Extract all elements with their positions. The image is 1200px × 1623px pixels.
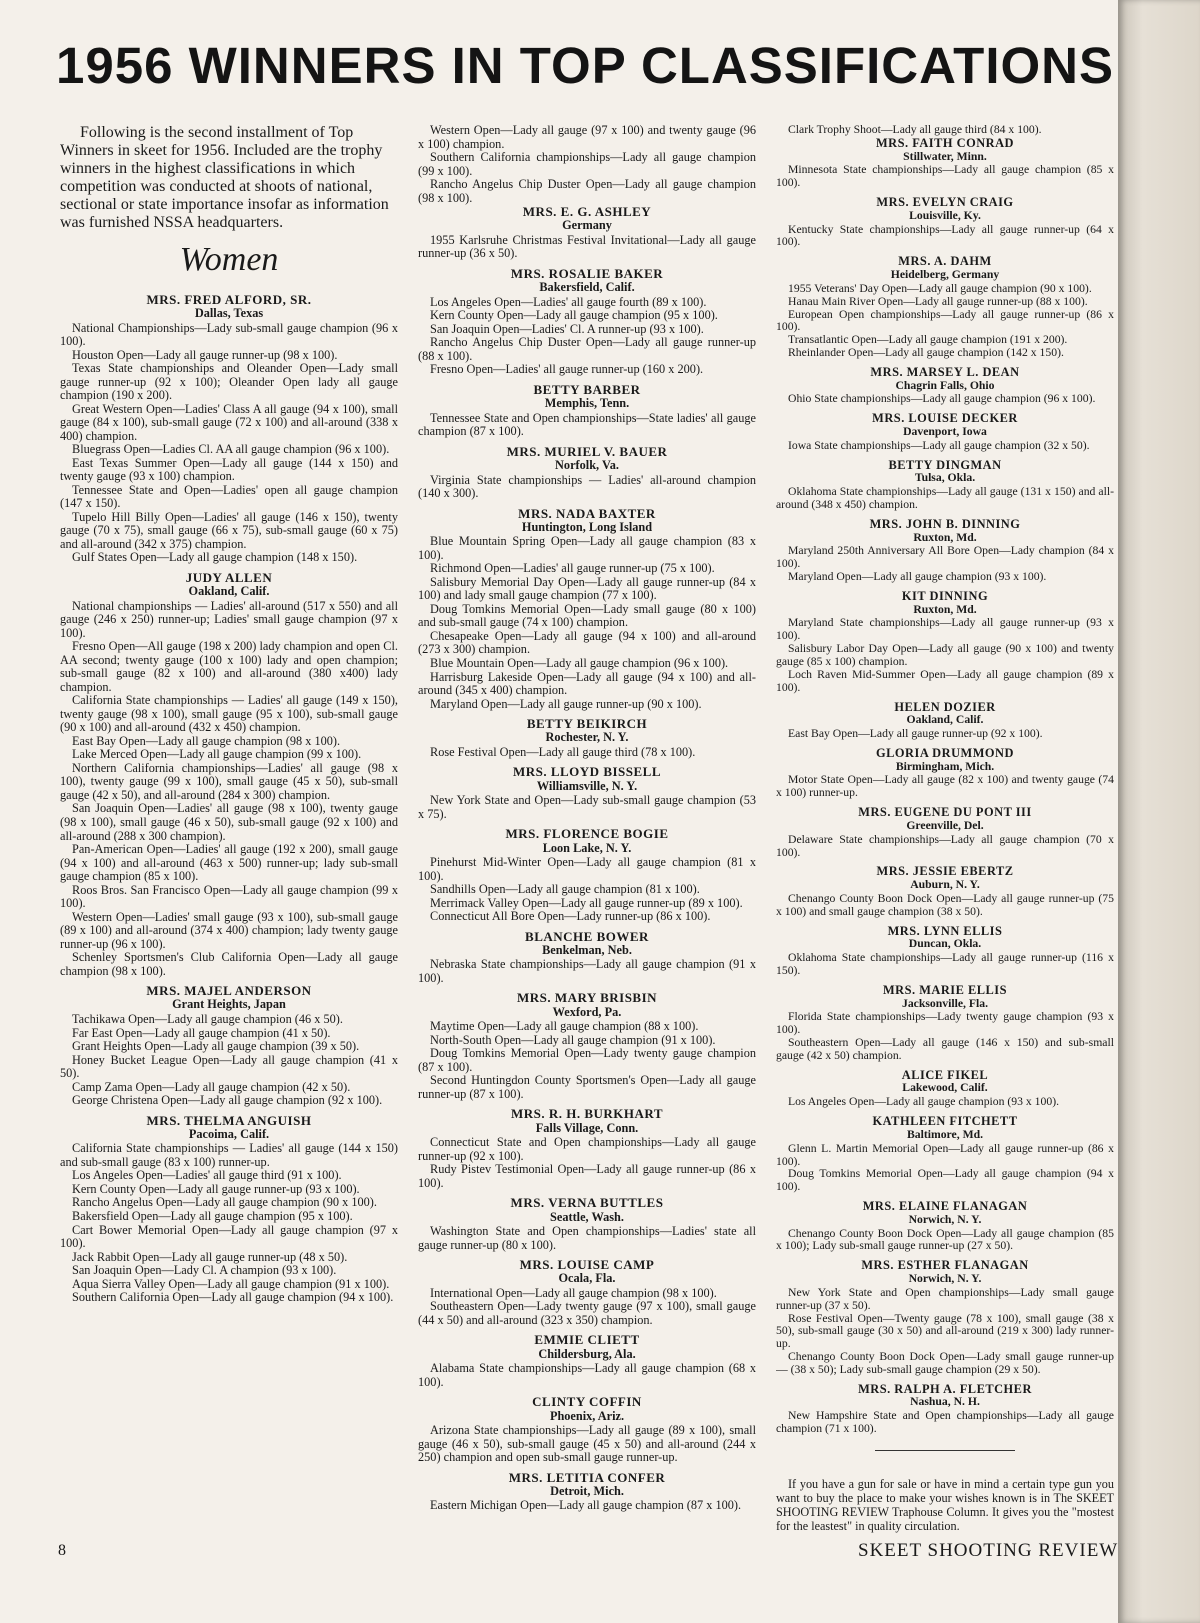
winner-entry [776,1259,1114,1377]
achievement: East Texas Summer Open—Lady all gauge (144 x 150) and twenty gauge (93 x 100) champion. [60,455,398,484]
winner-entry [418,445,756,501]
winner-entry [60,984,398,1107]
winner-name: MRS. FRED ALFORD, SR. [146,291,312,307]
achievement: Fresno Open—All gauge (198 x 200) lady champion and open Cl. AA second; twenty gauge (100 x 100) lady and open champion; sub-small gauge (82 x 100) and all-around (380 x400) lady champion. [60,639,398,694]
winner-entry [60,571,398,978]
winner-hometown: Lakewood, Calif. [902,1081,988,1095]
achievement: Los Angeles Open—Ladies' all gauge third (91 x 100). [72,1168,342,1183]
achievement: Jack Rabbit Open—Lady all gauge runner-up (48 x 50). [72,1249,348,1264]
achievement: Richmond Open—Ladies' all gauge runner-up (75 x 100). [430,561,715,576]
achievement: Southeastern Open—Lady twenty gauge (97 x 100), small gauge (44 x 50) and all-around (323 x 350) champion. [418,1299,756,1327]
winner-hometown: Phoenix, Ariz. [549,1408,625,1423]
winner-name: MRS. LETITIA CONFER [508,1469,666,1485]
winner-hometown: Nashua, N. H. [910,1395,980,1409]
achievement: Los Angeles Open—Ladies' all gauge fourth (89 x 100). [430,294,707,309]
achievement: North-South Open—Lady all gauge champion (91 x 100). [430,1032,716,1047]
achievement: Northern California championships—Ladies' all gauge (98 x 100), twenty gauge (99 x 100), small gauge (45 x 50), sub-small gauge (42 x 50), and all-around (284 x 300) champion. [60,760,398,802]
winner-entry [776,518,1114,584]
achievement: Pinehurst Mid-Winter Open—Lady all gauge champion (81 x 100). [418,855,756,883]
section-heading: Women [179,241,279,279]
winner-name: MRS. JOHN B. DINNING [869,516,1021,531]
winner-hometown: Seattle, Wash. [550,1209,624,1224]
winner-entry [418,507,756,712]
achievement: Fresno Open—Ladies' all gauge runner-up (160 x 200). [430,362,704,377]
achievement: European Open championships—Lady all gauge runner-up (86 x 100). [776,307,1114,334]
winner-entry [418,205,756,261]
achievement: Loch Raven Mid-Summer Open—Lady all gauge champion (89 x 100). [776,667,1114,694]
winner-name: ALICE FIKEL [901,1067,989,1082]
winner-entry [60,1114,398,1305]
achievement: Southern California Open—Lady all gauge champion (94 x 100). [72,1290,394,1305]
winner-name: BETTY DINGMAN [888,457,1002,472]
winner-entry [776,459,1114,512]
achievement: Maryland State championships—Lady all gauge runner-up (93 x 100). [776,616,1114,643]
achievement: Chesapeake Open—Lady all gauge (94 x 100) and all-around (273 x 300) champion. [418,628,756,657]
winner-entry [418,1107,756,1190]
winner-entry [418,383,756,439]
winner-hometown: Pacoima, Calif. [188,1126,270,1141]
winner-entry [776,865,1114,918]
winner-name: MRS. ELAINE FLANAGAN [862,1199,1028,1214]
achievement: Eastern Michigan Open—Lady all gauge champion (87 x 100). [430,1498,742,1513]
achievement: Ohio State championships—Lady all gauge champion (96 x 100). [788,392,1096,406]
achievement: Rudy Pistev Testimonial Open—Lady all gauge runner-up (86 x 100). [418,1162,756,1190]
winner-hometown: Rochester, N. Y. [545,730,629,745]
winner-entry [776,196,1114,249]
achievement: Honey Bucket League Open—Lady all gauge champion (41 x 50). [60,1052,398,1081]
achievement: California State championships — Ladies' all gauge (149 x 150), twenty gauge (98 x 100), small gauge (95 x 100), sub-small gauge (90 x 100) and all-around (432 x 450) champion. [60,693,398,735]
achievement: National Championships—Lady sub-small gauge champion (96 x 100). [60,320,398,349]
achievement: Chenango County Boon Dock Open—Lady small gauge runner-up — (38 x 50); Lady sub-small gauge champion (29 x 50). [776,1350,1114,1376]
achievement: Alabama State championships—Lady all gauge champion (68 x 100). [418,1361,756,1389]
achievement: International Open—Lady all gauge champion (98 x 100). [430,1285,717,1300]
column-2-entries [418,205,756,1513]
column-1 [60,124,398,1564]
achievement: Kentucky State championships—Lady all gauge runner-up (64 x 100). [776,222,1114,249]
achievement: San Joaquin Open—Lady Cl. A champion (93 x 100). [72,1263,337,1278]
winner-hometown: Bakersfield, Calif. [539,280,635,295]
achievement: New York State and Open—Lady sub-small gauge champion (53 x 75). [418,793,756,821]
achievement: National championships — Ladies' all-around (517 x 550) and all gauge (246 x 250) runner-up; Ladies' small gauge champion (97 x 100). [60,598,398,640]
column-2-continued [418,124,756,205]
winner-name: CLINTY COFFIN [532,1394,642,1410]
achievement: Doug Tomkins Memorial Open—Lady all gauge champion (94 x 100). [776,1167,1114,1194]
winner-hometown: Grant Heights, Japan [172,997,286,1012]
column-3 [776,124,1114,1564]
winner-hometown: Norfolk, Va. [555,457,619,472]
magazine-name: SKEET SHOOTING REVIEW [858,1540,1119,1561]
winner-name: KIT DINNING [901,588,989,603]
winner-entry [418,1196,756,1252]
winner-name: MRS. JESSIE EBERTZ [876,864,1014,879]
achievement: Southeastern Open—Lady all gauge (146 x 150) and sub-small gauge (42 x 50) champion. [776,1036,1114,1062]
winner-name: MRS. FAITH CONRAD [875,135,1015,150]
winner-name: BETTY BARBER [533,381,641,397]
winner-entry [776,984,1114,1063]
winner-hometown: Detroit, Mich. [550,1483,624,1498]
winner-hometown: Oakland, Calif. [188,584,270,599]
winner-entry [776,701,1114,741]
achievement: Tennessee State and Open championships—State ladies' all gauge champion (87 x 100). [418,410,756,439]
achievement: Roos Bros. San Francisco Open—Lady all gauge champion (99 x 100). [60,882,398,911]
winner-entry [776,366,1114,406]
achievement: Schenley Sportsmen's Club California Open—Lady all gauge champion (98 x 100). [60,950,398,978]
achievement: Hanau Main River Open—Lady all gauge runner-up (88 x 100). [788,294,1088,308]
winner-hometown: Loon Lake, N. Y. [542,840,632,855]
column-1-entries [60,293,398,1305]
achievement: Chenango County Boon Dock Open—Lady all gauge champion (85 x 100); Lady sub-small gauge runner-up (27 x 50). [776,1226,1114,1253]
page-title: 1956 WINNERS IN TOP CLASSIFICATIONS [56,37,1115,94]
achievement: Tupelo Hill Billy Open—Ladies' all gauge (146 x 150), twenty gauge (70 x 75), small gauge (66 x 75), sub-small gauge (60 x 75) and all-around (342 x 375) champion. [60,509,398,551]
winner-name: MRS. A. DAHM [898,254,992,269]
winner-entry [776,1115,1114,1194]
achievement: Merrimack Valley Open—Lady all gauge runner-up (89 x 100). [430,895,743,910]
winner-hometown: Benkelman, Neb. [542,942,632,957]
achievement: Delaware State championships—Lady all gauge champion (70 x 100). [776,832,1114,859]
achievement: Blue Mountain Open—Lady all gauge champion (96 x 100). [430,655,729,670]
winner-name: JUDY ALLEN [185,569,273,585]
winner-entry [60,293,398,565]
winner-name: BETTY BEIKIRCH [526,716,648,732]
winner-entry [776,1069,1114,1109]
achievement: Gulf States Open—Lady all gauge champion (148 x 150). [72,550,358,565]
winner-hometown: Oakland, Calif. [906,713,984,727]
winner-entry [418,1471,756,1513]
achievement: Kern County Open—Lady all gauge runner-up (93 x 100). [72,1181,360,1196]
achievement: Arizona State championships—Lady all gauge (89 x 100), small gauge (46 x 50), sub-small gauge (45 x 50) and all-around (244 x 250) champion and open sub-small gauge runner-up. [418,1423,756,1465]
winner-entry [418,765,756,821]
winner-hometown: Baltimore, Md. [906,1127,984,1141]
winner-hometown: Falls Village, Conn. [535,1120,639,1135]
achievement: 1955 Karlsruhe Christmas Festival Invitational—Lady all gauge runner-up (36 x 50). [418,232,756,261]
winner-entry [776,1200,1114,1253]
winner-hometown: Ruxton, Md. [913,530,977,544]
achievement: Doug Tomkins Memorial Open—Lady twenty gauge champion (87 x 100). [418,1046,756,1074]
winner-hometown: Davenport, Iowa [903,424,987,438]
achievement: East Bay Open—Lady all gauge runner-up (92 x 100). [788,727,1043,741]
achievement: San Joaquin Open—Ladies' Cl. A runner-up (93 x 100). [430,321,704,336]
achievement: Great Western Open—Ladies' Class A all gauge (94 x 100), small gauge (84 x 100), sub-small gauge (72 x 100) and all-around (338 x 400) champion. [60,401,398,443]
winner-hometown: Ruxton, Md. [913,602,977,616]
winner-hometown: Childersburg, Ala. [538,1346,636,1361]
winner-hometown: Birmingham, Mich. [895,759,995,773]
winner-name: MRS. LOUISE CAMP [519,1257,655,1273]
achievement: Connecticut All Bore Open—Lady runner-up (86 x 100). [430,909,711,924]
achievement: Houston Open—Lady all gauge runner-up (98 x 100). [72,347,338,362]
achievement: Cart Bower Memorial Open—Lady all gauge champion (97 x 100). [60,1222,398,1251]
winner-name: EMMIE CLIETT [534,1332,640,1348]
achievement: Rheinlander Open—Lady all gauge champion (142 x 150). [788,346,1064,360]
column-3-entries [776,137,1114,1436]
continued-achievement: Clark Trophy Shoot—Lady all gauge third (84 x 100). [788,124,1042,136]
achievement: 1955 Veterans' Day Open—Lady all gauge champion (90 x 100). [788,281,1092,295]
winner-name: MRS. R. H. BURKHART [510,1106,664,1122]
winner-entry [418,1333,756,1389]
winner-name: HELEN DOZIER [894,699,996,714]
achievement: Tachikawa Open—Lady all gauge champion (46 x 50). [72,1011,343,1026]
winner-entry [418,827,756,923]
winner-name: MRS. MURIEL V. BAUER [506,443,668,459]
achievement: Kern County Open—Lady all gauge champion (95 x 100). [430,308,718,323]
traphouse-note: If you have a gun for sale or have in mind a certain type gun you want to buy the place to make your wishes known is in The SKEET SHOOTING REVIEW Traphouse Column. It gives you the "mostest for the leastest" in quality circulation. [776,1477,1114,1534]
achievement: Glenn L. Martin Memorial Open—Lady all gauge runner-up (86 x 100). [776,1141,1114,1168]
winner-name: MRS. LOUISE DECKER [872,411,1018,426]
winner-entry [418,930,756,986]
page-number: 8 [58,1542,66,1559]
achievement: Tennessee State and Open—Ladies' open all gauge champion (147 x 150). [60,482,398,511]
winner-name: MRS. NADA BAXTER [518,505,656,521]
achievement: Oklahoma State championships—Lady all gauge runner-up (116 x 150). [776,951,1114,977]
winner-hometown: Memphis, Tenn. [544,396,630,411]
winner-name: MRS. RALPH A. FLETCHER [858,1381,1032,1396]
column-2 [418,124,756,1564]
winner-hometown: Greenville, Del. [906,818,984,832]
winner-name: MRS. E. G. ASHLEY [522,204,652,220]
achievement: Bakersfield Open—Lady all gauge champion (95 x 100). [72,1208,353,1223]
winner-name: MRS. LYNN ELLIS [887,923,1003,938]
achievement: Aqua Sierra Valley Open—Lady all gauge champion (91 x 100). [72,1276,390,1291]
winner-name: MRS. VERNA BUTTLES [510,1195,664,1211]
achievement: New York State and Open championships—Lady small gauge runner-up (37 x 50). [776,1285,1114,1312]
winner-hometown: Dallas, Texas [194,306,264,321]
winner-entry [418,717,756,759]
winner-entry [776,925,1114,978]
achievement: Rancho Angelus Open—Lady all gauge champion (90 x 100). [72,1195,377,1210]
continued-achievement: Southern California championships—Lady all gauge champion (99 x 100). [418,150,756,178]
achievement: California State championships — Ladies' all gauge (144 x 150) and sub-small gauge (83 x 100) runner-up. [60,1141,398,1169]
achievement: Motor State Open—Lady all gauge (82 x 100) and twenty gauge (74 x 100) runner-up. [776,773,1114,800]
achievement: Minnesota State championships—Lady all gauge champion (85 x 100). [776,163,1114,190]
winner-name: MRS. MARSEY L. DEAN [870,364,1020,379]
winner-entry [418,1395,756,1464]
winner-hometown: Wexford, Pa. [552,1004,622,1019]
achievement: Florida State championships—Lady twenty gauge champion (93 x 100). [776,1010,1114,1037]
achievement: Far East Open—Lady all gauge champion (41 x 50). [72,1025,331,1040]
winner-hometown: Stillwater, Minn. [903,149,987,163]
achievement: East Bay Open—Lady all gauge champion (98 x 100). [72,733,341,748]
achievement: Nebraska State championships—Lady all gauge champion (91 x 100). [418,957,756,985]
achievement: Rancho Angelus Chip Duster Open—Lady all gauge runner-up (88 x 100). [418,335,756,363]
adjacent-page-edge [1118,0,1200,1623]
achievement: Connecticut State and Open championships—Lady all gauge runner-up (92 x 100). [418,1135,756,1163]
achievement: Iowa State championships—Lady all gauge champion (32 x 50). [788,438,1090,452]
achievement: Salisbury Labor Day Open—Lady all gauge (90 x 100) and twenty gauge (85 x 100) champion. [776,642,1114,669]
achievement: Chenango County Boon Dock Open—Lady all gauge runner-up (75 x 100) and small gauge champion (38 x 50). [776,891,1114,918]
achievement: Virginia State championships — Ladies' all-around champion (140 x 300). [418,472,756,501]
winner-hometown: Louisville, Ky. [909,208,981,222]
winner-name: MRS. MARIE ELLIS [882,982,1007,997]
winner-hometown: Tulsa, Okla. [914,471,976,485]
achievement: Doug Tomkins Memorial Open—Lady small gauge (80 x 100) and sub-small gauge (74 x 100) champion. [418,601,756,630]
achievement: Pan-American Open—Ladies' all gauge (192 x 200), small gauge (94 x 100) and all-around (463 x 500) runner-up; lady sub-small gauge champion (85 x 100). [60,842,398,884]
winner-entry [776,747,1114,800]
winner-hometown: Williamsville, N. Y. [536,778,638,793]
winner-name: MRS. THELMA ANGUISH [146,1112,312,1128]
winner-hometown: Chagrin Falls, Ohio [895,378,995,392]
achievement: Maryland Open—Lady all gauge runner-up (90 x 100). [430,696,702,711]
achievement: Maytime Open—Lady all gauge champion (88 x 100). [430,1019,699,1034]
winner-name: GLORIA DRUMMOND [876,745,1014,760]
achievement: San Joaquin Open—Ladies' all gauge (98 x 100), twenty gauge (98 x 100), small gauge (46 x 50), sub-small gauge (92 x 100) and all-around (288 x 300 champion). [60,801,398,843]
winner-hometown: Duncan, Okla. [908,937,982,951]
winner-hometown: Norwich, N. Y. [908,1212,982,1226]
achievement: Rose Festival Open—Twenty gauge (78 x 100), small gauge (38 x 50), sub-small gauge (30 x 50) and all-around (219 x 300) lady runner-up. [776,1311,1114,1351]
winner-hometown: Norwich, N. Y. [908,1271,982,1285]
winner-name: MRS. EUGENE DU PONT III [858,805,1032,820]
achievement: Texas State championships and Oleander Open—Lady small gauge runner-up (92 x 100); Oleander Open lady all gauge champion (190 x 200). [60,361,398,403]
winner-hometown: Heidelberg, Germany [890,267,1000,281]
winner-name: MRS. LLOYD BISSELL [512,764,662,780]
winner-name: MRS. FLORENCE BOGIE [505,826,669,842]
achievement: Sandhills Open—Lady all gauge champion (81 x 100). [430,882,700,897]
achievement: Maryland Open—Lady all gauge champion (93 x 100). [788,570,1047,584]
achievement: Maryland 250th Anniversary All Bore Open—Lady champion (84 x 100). [776,544,1114,571]
winner-hometown: Auburn, N. Y. [910,878,980,892]
continued-achievement: Western Open—Lady all gauge (97 x 100) and twenty gauge (96 x 100) champion. [418,124,756,151]
achievement: New Hampshire State and Open championships—Lady all gauge champion (71 x 100). [776,1409,1114,1436]
achievement: George Christena Open—Lady all gauge champion (92 x 100). [72,1093,383,1108]
column-3-continued [776,124,1114,137]
winner-name: MRS. MARY BRISBIN [516,990,658,1006]
winner-hometown: Ocala, Fla. [558,1271,616,1286]
winner-entry [776,1383,1114,1436]
achievement: Blue Mountain Spring Open—Lady all gauge champion (83 x 100). [418,534,756,562]
achievement: Camp Zama Open—Lady all gauge champion (42 x 50). [72,1079,351,1094]
winner-hometown: Jacksonville, Fla. [901,996,989,1010]
achievement: Washington State and Open championships—Ladies' state all gauge runner-up (80 x 100). [418,1224,756,1252]
achievement: Transatlantic Open—Lady all gauge champion (191 x 200). [788,333,1068,347]
achievement: Western Open—Ladies' small gauge (93 x 100), sub-small gauge (89 x 100) and all-around (374 x 400) champion; lady twenty gauge runner-up (96 x 100). [60,909,398,951]
achievement: Harrisburg Lakeside Open—Lady all gauge (94 x 100) and all-around (345 x 400) champion. [418,669,756,698]
winner-entry [776,590,1114,695]
divider-rule [875,1450,1015,1451]
winner-hometown: Huntington, Long Island [521,519,653,534]
winner-name: MRS. MAJEL ANDERSON [146,983,312,999]
winner-entry [418,1258,756,1327]
winner-entry [418,991,756,1101]
winner-entry [776,137,1114,190]
achievement: Second Huntingdon County Sportsmen's Open—Lady all gauge runner-up (87 x 100). [418,1073,756,1101]
winner-entry [776,806,1114,859]
winner-entry [776,255,1114,360]
winner-name: MRS. ROSALIE BAKER [510,265,664,281]
winner-name: BLANCHE BOWER [525,928,649,944]
intro-paragraph: Following is the second installment of Top Winners in skeet for 1956. Included are the trophy winners in the highest classifications in which competition was conducted at shoots of national, sectional or state importance insofar as information was furnished NSSA headquarters. [60,124,389,231]
achievement: Los Angeles Open—Lady all gauge champion (93 x 100). [788,1095,1060,1109]
achievement: Grant Heights Open—Lady all gauge champion (39 x 50). [72,1039,360,1054]
continued-achievement: Rancho Angelus Chip Duster Open—Lady all gauge champion (98 x 100). [418,177,756,205]
winner-name: MRS. ESTHER FLANAGAN [861,1258,1029,1273]
achievement: Salisbury Memorial Day Open—Lady all gauge runner-up (84 x 100) and lady small gauge champion (77 x 100). [418,574,756,603]
winner-name: KATHLEEN FITCHETT [872,1114,1018,1129]
winner-entry [776,412,1114,452]
achievement: Bluegrass Open—Ladies Cl. AA all gauge champion (96 x 100). [72,442,390,457]
achievement: Rose Festival Open—Lady all gauge third (78 x 100). [430,744,696,759]
achievement: Lake Merced Open—Lady all gauge champion (99 x 100). [72,747,362,762]
winner-name: MRS. EVELYN CRAIG [876,195,1014,210]
winner-hometown: Germany [562,218,612,233]
winner-entry [418,267,756,377]
achievement: Oklahoma State championships—Lady all gauge (131 x 150) and all-around (348 x 450) champion. [776,485,1114,512]
